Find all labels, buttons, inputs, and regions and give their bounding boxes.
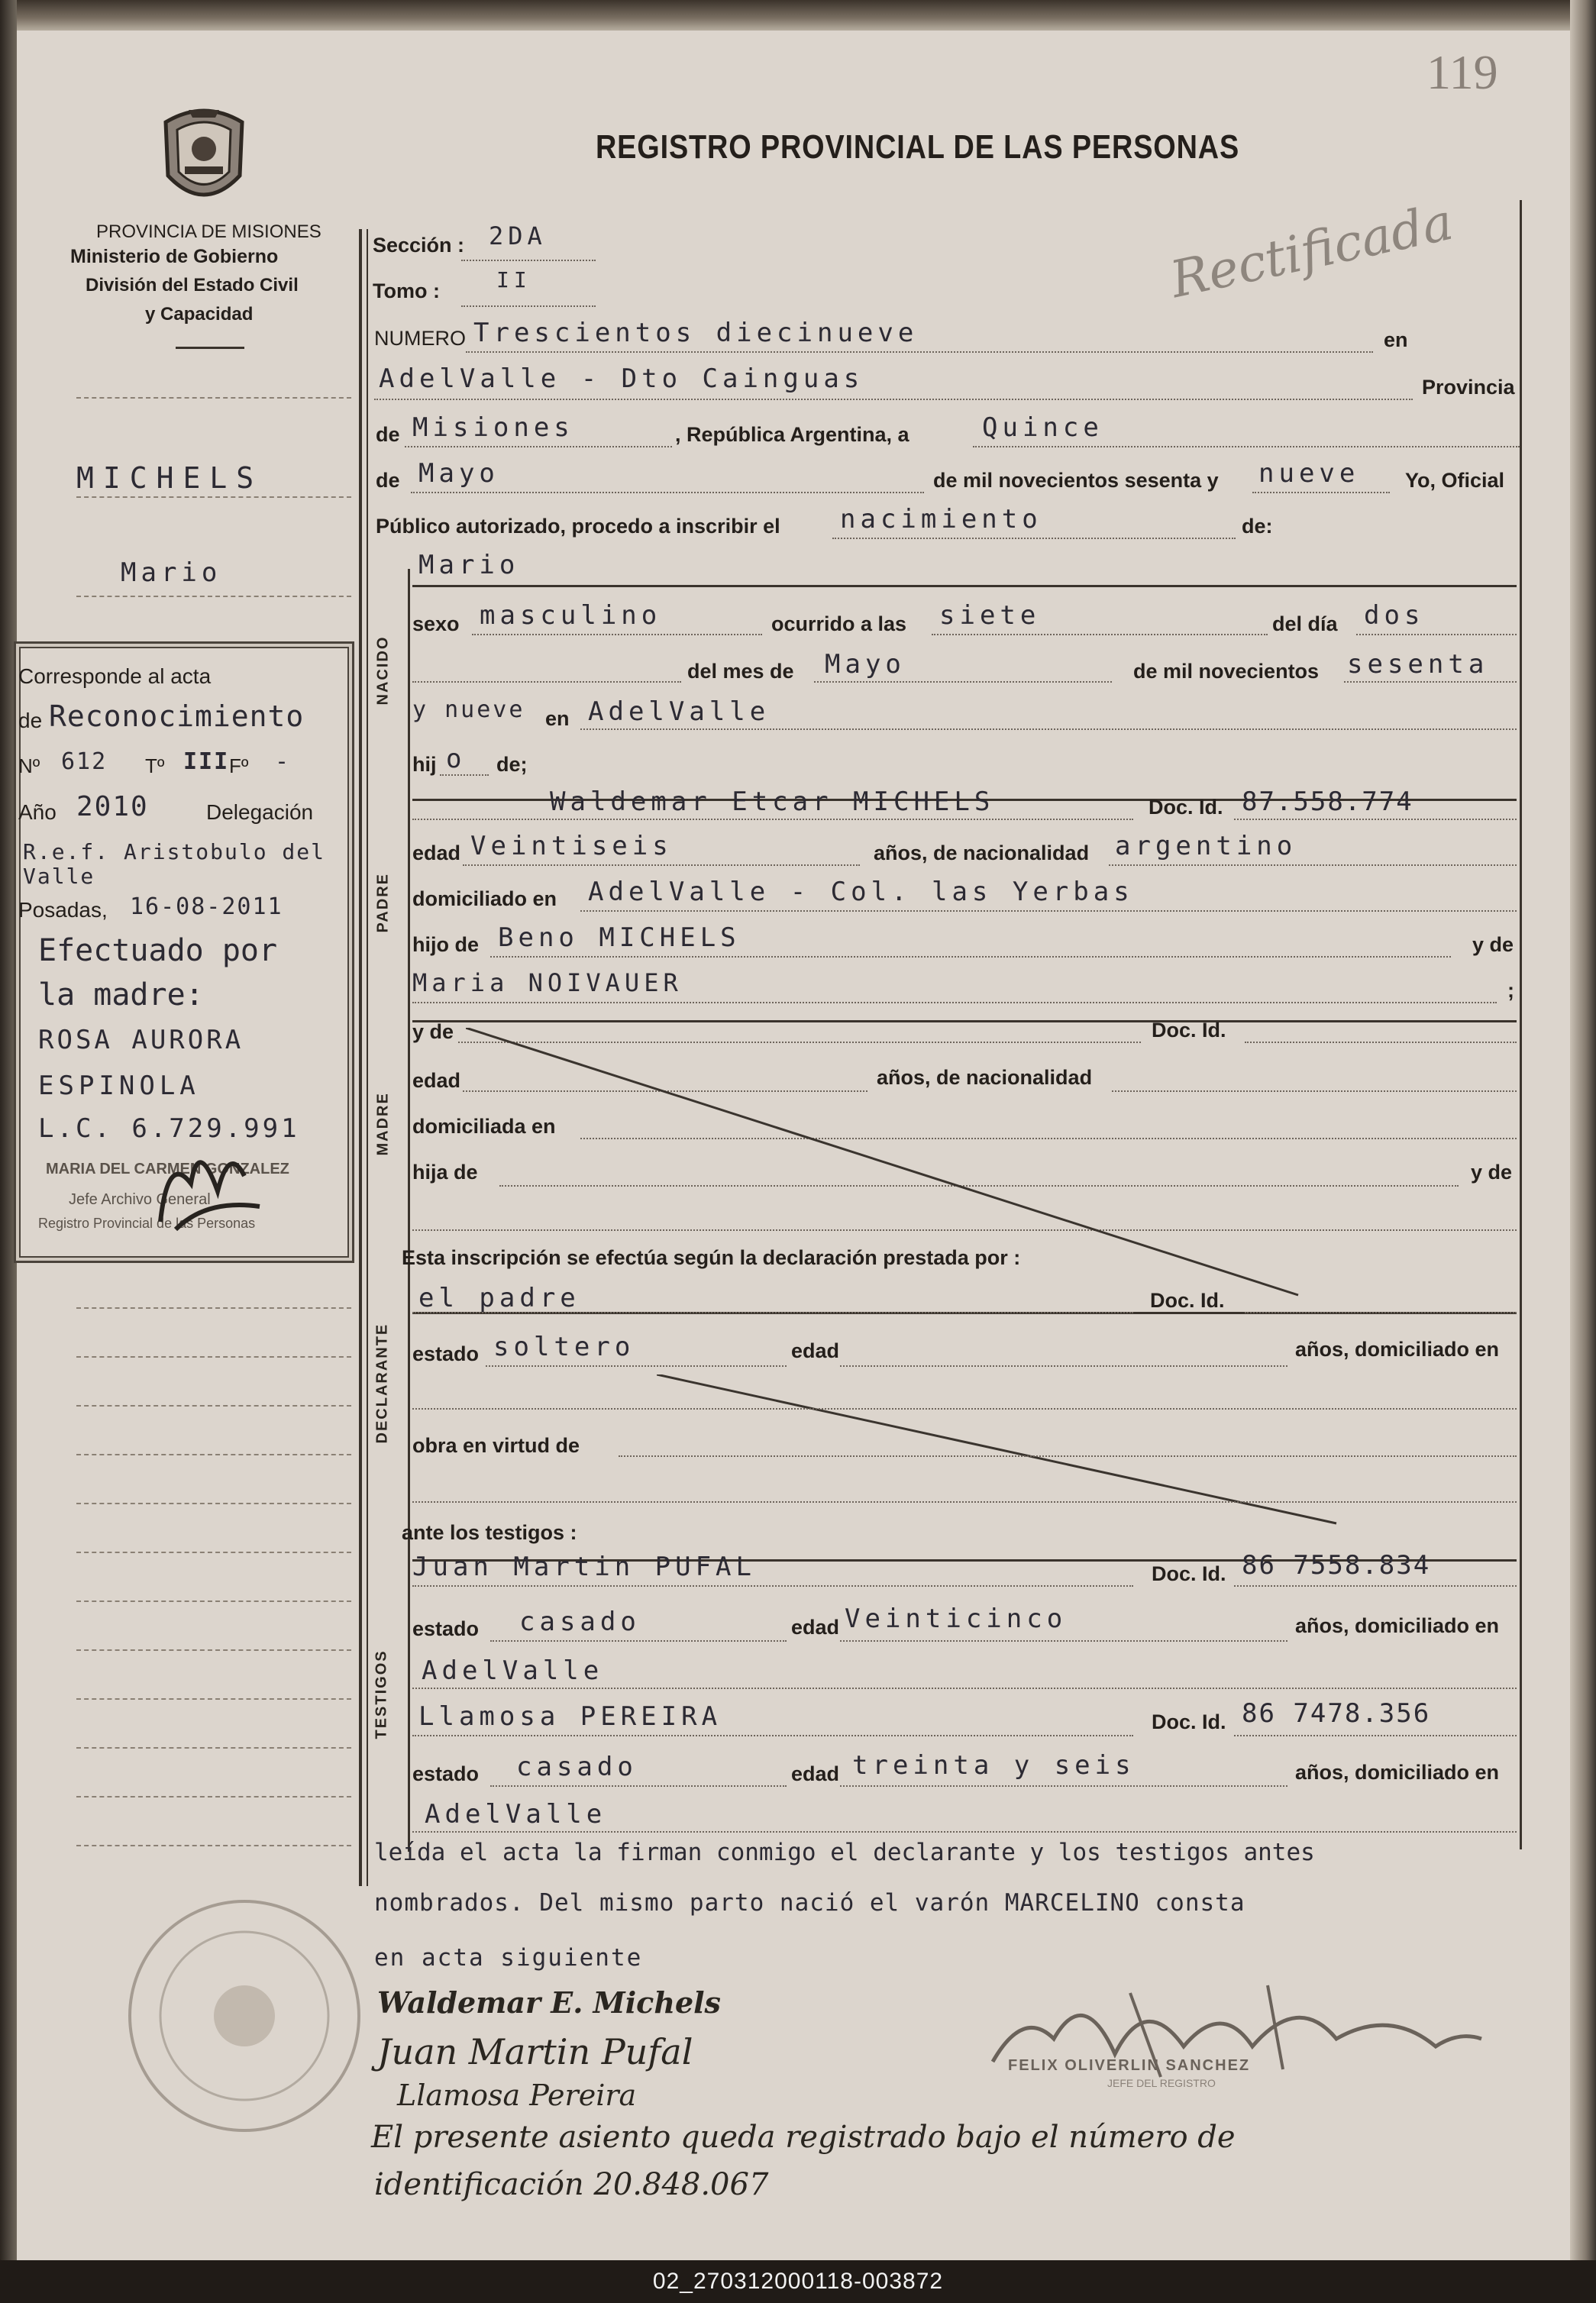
stamp-year-label: Año — [18, 800, 57, 824]
stamp-n-label: Nº — [18, 754, 40, 777]
declarante-crossout-line — [657, 1374, 1344, 1531]
stamp-posadas-label: Posadas, — [18, 898, 108, 922]
book-spine-top — [0, 0, 1596, 31]
officer-name: FELIX OLIVERLIN SANCHEZ — [1008, 2057, 1251, 2074]
stamp-signer-org: Registro Provincial de las Personas — [38, 1216, 256, 1231]
de-label-1: de — [376, 423, 400, 446]
seccion-value: 2DA — [489, 221, 547, 250]
ante-testigos-label: ante los testigos : — [402, 1521, 577, 1544]
de-mil2-label: de mil novecientos — [1133, 660, 1320, 683]
numero-label: NUMERO — [374, 327, 466, 350]
padre-nac-value: argentino — [1115, 831, 1297, 861]
margin-surname: MICHELS — [76, 461, 263, 495]
sexo-label: sexo — [412, 612, 460, 635]
signature-1: Waldemar E. Michels — [377, 1985, 721, 2020]
officer-signature-icon — [977, 1962, 1497, 2104]
hij-value: o — [446, 744, 467, 774]
stamp-t-label: Tº — [145, 754, 165, 777]
sexo-value: masculino — [480, 600, 662, 631]
declarante-value: el padre — [418, 1283, 580, 1313]
rectificada-stamp: Rectificada — [1165, 192, 1459, 310]
madre-y-de-label: y de — [412, 1020, 454, 1043]
stamp-signer-role: Jefe Archivo General — [69, 1191, 211, 1208]
provincia-label: Provincia — [1422, 376, 1515, 399]
obra-label: obra en virtud de — [412, 1434, 580, 1457]
declarante-anos-label: años, domiciliado en — [1295, 1338, 1500, 1361]
stamp-f-label: Fº — [229, 754, 249, 777]
note-line-1: El presente asiento queda registrado bajo el número de — [371, 2120, 1236, 2155]
declarante-estado-value: soltero — [493, 1332, 635, 1362]
provincial-coat-of-arms-icon — [154, 99, 254, 218]
madre-doc-label: Doc. Id. — [1152, 1019, 1226, 1042]
republica-label: , República Argentina, a — [675, 423, 909, 446]
signature-3: Llamosa Pereira — [397, 2079, 637, 2112]
madre-y-de-label-2: y de — [1471, 1161, 1513, 1184]
testigo1-domicilio-value: AdelValle — [422, 1655, 604, 1686]
declaracion-label: Esta inscripción se efectúa según la declaración prestada por : — [402, 1246, 1021, 1269]
padre-edad-label: edad — [412, 841, 461, 864]
testigo2-edad-value: treinta y seis — [852, 1750, 1136, 1781]
testigo2-estado-label: estado — [412, 1762, 480, 1785]
signature-2: Juan Martin Pufal — [377, 2031, 693, 2072]
padre-edad-value: Veintiseis — [470, 831, 673, 861]
header-ministry: Ministerio de Gobierno — [70, 246, 279, 267]
anio-value: nueve — [1258, 458, 1360, 489]
margin-given-name: Mario — [121, 557, 222, 588]
testigo1-edad-value: Veinticinco — [845, 1604, 1068, 1634]
testigo2-edad-label: edad — [791, 1762, 840, 1785]
testigo2-domicilio-value: AdelValle — [425, 1799, 607, 1830]
side-label-nacido: NACIDO — [374, 635, 392, 706]
stamp-efectuado: Efectuado por — [38, 933, 278, 968]
testigo1-anos-label: años, domiciliado en — [1295, 1614, 1500, 1637]
publico-label: Público autorizado, procedo a inscribir el — [376, 515, 780, 538]
closing-line-1: leída el acta la firman conmigo el declarante y los testigos antes — [374, 1839, 1315, 1866]
nombre-value: Mario — [418, 550, 520, 580]
padre-anos-nac-label: años, de nacionalidad — [874, 841, 1090, 864]
stamp-mother-doc: L.C. 6.729.991 — [38, 1113, 300, 1144]
madre-domicilio-label: domiciliada en — [412, 1115, 556, 1138]
anio-nac1-value: sesenta — [1347, 649, 1489, 680]
padre-y-de-value: Maria NOIVAUER — [412, 968, 683, 997]
testigo1-nombre-value: Juan Martin PUFAL — [412, 1552, 756, 1582]
testigo1-estado-label: estado — [412, 1617, 480, 1640]
tomo-label: Tomo : — [373, 279, 440, 302]
de-semi-label: de; — [496, 753, 528, 776]
stamp-la-madre: la madre: — [38, 977, 204, 1013]
testigo2-doc-value: 86 7478.356 — [1242, 1698, 1431, 1729]
mes-value: Mayo — [418, 458, 499, 489]
header-capacidad: y Capacidad — [145, 304, 254, 325]
side-label-padre: PADRE — [374, 872, 392, 933]
lugar-value: AdelValle - Dto Cainguas — [379, 363, 864, 394]
tomo-value: II — [496, 267, 531, 292]
declarante-doc-label: Doc. Id. — [1150, 1289, 1225, 1312]
stamp-year-value: 2010 — [76, 791, 149, 822]
en-label-2: en — [545, 707, 570, 730]
closing-line-2: nombrados. Del mismo parto nació el varón MARCELINO consta — [374, 1889, 1245, 1917]
padre-semicolon: ; — [1507, 979, 1514, 1002]
lugar-nac-value: AdelValle — [588, 696, 771, 727]
stamp-signer-name: MARIA DEL CARMEN GONZALEZ — [46, 1161, 289, 1177]
stamp-de-label: de — [18, 709, 43, 732]
testigo2-anos-label: años, domiciliado en — [1295, 1761, 1500, 1784]
padre-doc-label: Doc. Id. — [1149, 796, 1223, 819]
side-label-madre: MADRE — [374, 1092, 392, 1156]
acto-value: nacimiento — [840, 504, 1042, 535]
dia-letras-value: Quince — [982, 412, 1103, 443]
yo-oficial-label: Yo, Oficial — [1405, 469, 1505, 492]
stamp-mother-name: ROSA AURORA — [38, 1025, 244, 1055]
madre-edad-label: edad — [412, 1069, 461, 1092]
testigo2-doc-label: Doc. Id. — [1152, 1710, 1226, 1733]
stamp-delegacion-label: Delegación — [206, 800, 314, 824]
stamp-line-1: Corresponde al acta — [18, 664, 212, 688]
stamp-date: 16-08-2011 — [130, 893, 283, 920]
page-number: 119 — [1426, 45, 1498, 99]
anio-nac2-value: y nueve — [412, 696, 525, 723]
stamp-n-value: 612 — [61, 748, 108, 775]
stamp-t-value: III — [183, 748, 230, 775]
seccion-label: Sección : — [373, 234, 465, 257]
padre-domicilio-value: AdelValle - Col. las Yerbas — [588, 877, 1134, 907]
madre-hija-de-label: hija de — [412, 1161, 478, 1184]
testigo1-doc-label: Doc. Id. — [1152, 1562, 1226, 1585]
en-label: en — [1384, 328, 1408, 351]
officer-role: JEFE DEL REGISTRO — [1107, 2077, 1216, 2089]
book-edge-right — [1570, 0, 1596, 2260]
testigo1-doc-value: 86 7558.834 — [1242, 1550, 1431, 1581]
header-underline — [176, 347, 244, 349]
numero-value: Trescientos diecinueve — [473, 318, 919, 348]
padre-nombre-value: Waldemar Etcar MICHELS — [550, 787, 995, 817]
testigo2-nombre-value: Llamosa PEREIRA — [418, 1701, 722, 1732]
hij-label: hij — [412, 753, 437, 776]
del-dia-label: del día — [1272, 612, 1338, 635]
header-province: PROVINCIA DE MISIONES — [96, 221, 321, 242]
madre-anos-nac-label: años, de nacionalidad — [877, 1066, 1093, 1089]
testigo1-estado-value: casado — [519, 1607, 641, 1637]
padre-doc-value: 87.558.774 — [1242, 787, 1413, 817]
dia-value: dos — [1364, 600, 1425, 631]
declarante-estado-label: estado — [412, 1342, 480, 1365]
mes-nac-value: Mayo — [825, 649, 906, 680]
stamp-signature-icon — [145, 1130, 267, 1248]
testigo1-edad-label: edad — [791, 1616, 840, 1639]
header-division: División del Estado Civil — [86, 275, 299, 296]
padre-domicilio-label: domiciliado en — [412, 887, 557, 910]
stamp-f-value: - — [275, 748, 291, 775]
provincia-value: Misiones — [412, 412, 574, 443]
testigo2-estado-value: casado — [516, 1752, 638, 1782]
del-mes-label: del mes de — [687, 660, 794, 683]
side-label-declarante: DECLARANTE — [373, 1323, 391, 1444]
ocurrido-label: ocurrido a las — [771, 612, 907, 635]
padre-y-de-label: y de — [1472, 933, 1514, 956]
padre-hijo-de-label: hijo de — [412, 933, 479, 956]
declarante-edad-label: edad — [791, 1339, 840, 1362]
side-label-testigos: TESTIGOS — [373, 1649, 390, 1739]
de-label-2: de — [376, 469, 400, 492]
de-mil-label: de mil novecientos sesenta y — [933, 469, 1219, 492]
note-line-2: identificación 20.848.067 — [374, 2167, 769, 2202]
image-id-footer: 02_270312000118-003872 — [0, 2260, 1596, 2303]
de-colon-label: de: — [1242, 515, 1273, 538]
closing-line-3: en acta siguiente — [374, 1944, 643, 1972]
page-title: REGISTRO PROVINCIAL DE LAS PERSONAS — [596, 128, 1240, 166]
hora-value: siete — [939, 600, 1041, 631]
stamp-delegacion-value: R.e.f. Aristobulo del Valle — [23, 839, 326, 889]
official-seal-icon — [122, 1894, 367, 2142]
stamp-act-type: Reconocimiento — [49, 699, 305, 733]
stamp-mother-surname: ESPINOLA — [38, 1071, 200, 1101]
padre-hijo-de-value: Beno MICHELS — [498, 922, 741, 953]
